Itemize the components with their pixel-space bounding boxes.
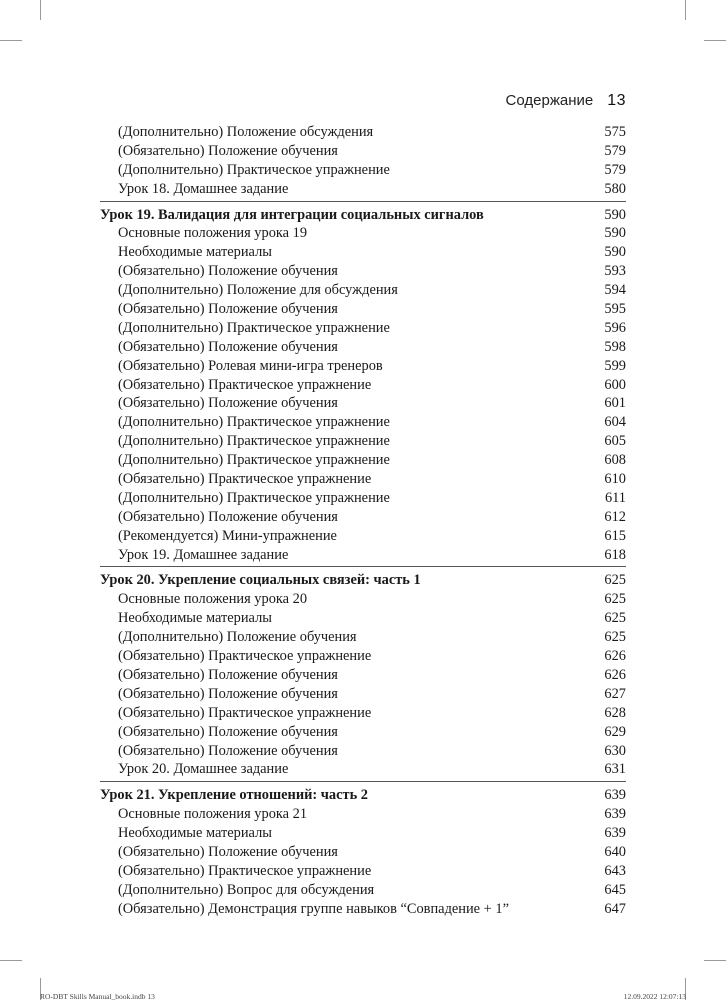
toc-page-number: 612 xyxy=(604,508,626,525)
toc-entry-row[interactable] xyxy=(100,376,626,395)
toc-chapter-row[interactable] xyxy=(100,786,626,805)
toc-entry-row[interactable] xyxy=(100,628,626,647)
toc-page-number: 645 xyxy=(604,881,626,898)
toc-entry-row[interactable] xyxy=(100,881,626,900)
toc-entry-title: (Обязательно) Практическое упражнение xyxy=(118,704,372,721)
toc-page-number: 625 xyxy=(604,610,626,627)
crop-mark xyxy=(704,40,726,41)
toc-page-number: 610 xyxy=(604,471,626,488)
toc-entry-row[interactable] xyxy=(100,432,626,451)
toc-entry-row[interactable] xyxy=(100,527,626,546)
toc-page-number: 590 xyxy=(604,225,626,242)
toc-entry-title: (Обязательно) Положение обучения xyxy=(118,338,338,355)
toc-entry-row[interactable] xyxy=(100,508,626,527)
toc-entry-row[interactable] xyxy=(100,262,626,281)
toc-entry-title: (Дополнительно) Практическое упражнение xyxy=(118,489,390,506)
toc-entry-title: (Обязательно) Положение обучения xyxy=(118,843,338,860)
toc-page-number: 580 xyxy=(604,180,626,197)
toc-entry-row[interactable] xyxy=(100,843,626,862)
crop-mark xyxy=(685,0,686,20)
toc-entry-title: (Обязательно) Ролевая мини-игра тренеров xyxy=(118,357,383,374)
toc-entry-title: (Дополнительно) Положение обучения xyxy=(118,629,357,646)
toc-entry-title: (Обязательно) Положение обучения xyxy=(118,742,338,759)
chapter-divider xyxy=(100,201,626,202)
toc-entry-title: (Обязательно) Практическое упражнение xyxy=(118,862,372,879)
toc-entry-row[interactable] xyxy=(100,470,626,489)
toc-page-number: 601 xyxy=(604,395,626,412)
toc-entry-row[interactable] xyxy=(100,609,626,628)
toc-entry-title: (Дополнительно) Практическое упражнение xyxy=(118,414,390,431)
toc-entry-row[interactable] xyxy=(100,742,626,761)
toc-page-number: 596 xyxy=(604,319,626,336)
crop-mark xyxy=(40,0,41,20)
toc-page-number: 579 xyxy=(604,161,626,178)
toc-page-number: 643 xyxy=(604,862,626,879)
toc-entry-row[interactable] xyxy=(100,394,626,413)
toc-page-number: 598 xyxy=(604,338,626,355)
toc-entry-row[interactable] xyxy=(100,319,626,338)
toc-entry-title: (Обязательно) Положение обучения xyxy=(118,142,338,159)
toc-entry-title: (Обязательно) Положение обучения xyxy=(118,685,338,702)
toc-entry-title: (Дополнительно) Вопрос для обсуждения xyxy=(118,881,375,898)
toc-entry-row[interactable] xyxy=(100,161,626,180)
toc-entry-title: (Обязательно) Положение обучения xyxy=(118,301,338,318)
chapter-divider xyxy=(100,781,626,782)
toc-entry-row[interactable] xyxy=(100,281,626,300)
toc-entry-row[interactable] xyxy=(100,862,626,881)
toc-entry-row[interactable] xyxy=(100,666,626,685)
toc-page-number: 615 xyxy=(604,527,626,544)
toc-entry-row[interactable] xyxy=(100,451,626,470)
crop-mark xyxy=(0,40,22,41)
toc-page-number: 626 xyxy=(604,666,626,683)
toc-entry-title: (Обязательно) Положение обучения xyxy=(118,666,338,683)
toc-entry-title: Необходимые материалы xyxy=(118,610,272,627)
toc-entry-row[interactable] xyxy=(100,413,626,432)
toc-page-number: 608 xyxy=(604,452,626,469)
page-number: 13 xyxy=(607,92,626,109)
toc-entry-row[interactable] xyxy=(100,243,626,262)
crop-mark xyxy=(0,960,22,961)
toc-entry-title: Необходимые материалы xyxy=(118,825,272,842)
toc-entry-title: Основные положения урока 19 xyxy=(118,225,308,242)
toc-page-number: 640 xyxy=(604,843,626,860)
toc-page-number: 600 xyxy=(604,376,626,393)
toc-entry-row[interactable] xyxy=(100,824,626,843)
toc-entry-row[interactable] xyxy=(100,685,626,704)
toc-page-number: 639 xyxy=(604,825,626,842)
toc-page-number: 647 xyxy=(604,900,626,917)
toc-page-number: 594 xyxy=(604,282,626,299)
toc-page-number: 625 xyxy=(604,591,626,608)
toc-entry-title: (Обязательно) Практическое упражнение xyxy=(118,471,372,488)
toc-entry-row[interactable] xyxy=(100,805,626,824)
toc-entry-row[interactable] xyxy=(100,723,626,742)
toc-entry-title: (Обязательно) Положение обучения xyxy=(118,723,338,740)
crop-mark xyxy=(704,960,726,961)
toc-page-number: 639 xyxy=(604,787,626,804)
toc-entry-title: (Обязательно) Положение обучения xyxy=(118,508,338,525)
toc-entry-title: Основные положения урока 20 xyxy=(118,591,308,608)
toc-entry-row[interactable] xyxy=(100,338,626,357)
toc-page-number: 627 xyxy=(604,685,626,702)
toc-page-number: 593 xyxy=(604,263,626,280)
toc-entry-title: (Дополнительно) Положение для обсуждения xyxy=(118,282,398,299)
toc-entry-row[interactable] xyxy=(100,489,626,508)
toc-page-number: 626 xyxy=(604,648,626,665)
toc-entry-row[interactable] xyxy=(100,142,626,161)
toc-entry-title: Урок 20. Укрепление социальных связей: часть 1 xyxy=(100,572,421,589)
toc-entry-row[interactable] xyxy=(100,590,626,609)
toc-entry-title: (Обязательно) Практическое упражнение xyxy=(118,376,372,393)
toc-entry-row[interactable] xyxy=(100,546,626,565)
toc-page-number: 599 xyxy=(604,357,626,374)
toc-entry-title: Урок 21. Укрепление отношений: часть 2 xyxy=(100,787,368,804)
toc-page-number: 595 xyxy=(604,301,626,318)
toc-page-number: 590 xyxy=(604,244,626,261)
slug-file-name: RO-DBT Skills Manual_book.indb 13 xyxy=(40,992,155,1001)
table-of-contents xyxy=(100,123,626,919)
toc-entry-row[interactable] xyxy=(100,760,626,779)
toc-page-number: 605 xyxy=(604,433,626,450)
toc-entry-title: (Дополнительно) Практическое упражнение xyxy=(118,452,390,469)
toc-entry-row[interactable] xyxy=(100,123,626,142)
toc-entry-title: Урок 19. Домашнее задание xyxy=(118,546,289,563)
toc-page-number: 618 xyxy=(604,546,626,563)
toc-entry-row[interactable] xyxy=(100,224,626,243)
toc-entry-title: Урок 19. Валидация для интеграции социальных сигналов xyxy=(100,206,484,223)
toc-entry-title: Основные положения урока 21 xyxy=(118,806,308,823)
toc-entry-title: (Обязательно) Положение обучения xyxy=(118,263,338,280)
toc-page-number: 639 xyxy=(604,806,626,823)
toc-entry-title: (Дополнительно) Практическое упражнение xyxy=(118,161,390,178)
slug-timestamp: 12.09.2022 12:07:13 xyxy=(623,992,686,1001)
toc-page-number: 575 xyxy=(604,124,626,140)
toc-entry-title: (Дополнительно) Практическое упражнение xyxy=(118,433,390,450)
toc-entry-title: Урок 20. Домашнее задание xyxy=(118,761,289,778)
toc-page-number: 625 xyxy=(604,629,626,646)
toc-page-number: 631 xyxy=(604,761,626,778)
toc-entry-title: (Обязательно) Практическое упражнение xyxy=(118,648,372,665)
toc-chapter-row[interactable] xyxy=(100,206,626,225)
toc-page-number: 611 xyxy=(604,489,626,506)
toc-entry-row[interactable] xyxy=(100,180,626,199)
toc-entry-title: Урок 18. Домашнее задание xyxy=(118,180,289,197)
toc-page-number: 629 xyxy=(604,723,626,740)
toc-entry-row[interactable] xyxy=(100,900,626,919)
toc-entry-title: (Обязательно) Положение обучения xyxy=(118,395,338,412)
toc-entry-title: (Дополнительно) Практическое упражнение xyxy=(118,319,390,336)
toc-page-number: 630 xyxy=(604,742,626,759)
toc-entry-row[interactable] xyxy=(100,300,626,319)
toc-page-number: 628 xyxy=(604,704,626,721)
toc-entry-row[interactable] xyxy=(100,357,626,376)
toc-chapter-row[interactable] xyxy=(100,571,626,590)
toc-page-number: 625 xyxy=(604,572,626,589)
toc-entry-title: (Обязательно) Демонстрация группе навыков “Совпадение + 1” xyxy=(118,900,509,917)
toc-page-number: 604 xyxy=(604,414,626,431)
toc-entry-title: Необходимые материалы xyxy=(118,244,272,261)
chapter-divider xyxy=(100,566,626,567)
toc-page-number: 590 xyxy=(604,206,626,223)
running-head-title: Содержание xyxy=(505,92,594,109)
toc-page-number: 579 xyxy=(604,142,626,159)
running-head xyxy=(506,92,626,110)
toc-entry-row[interactable] xyxy=(100,704,626,723)
toc-entry-title: (Рекомендуется) Мини-упражнение xyxy=(118,527,337,544)
toc-entry-row[interactable] xyxy=(100,647,626,666)
toc-entry-title: (Дополнительно) Положение обсуждения xyxy=(118,124,374,140)
